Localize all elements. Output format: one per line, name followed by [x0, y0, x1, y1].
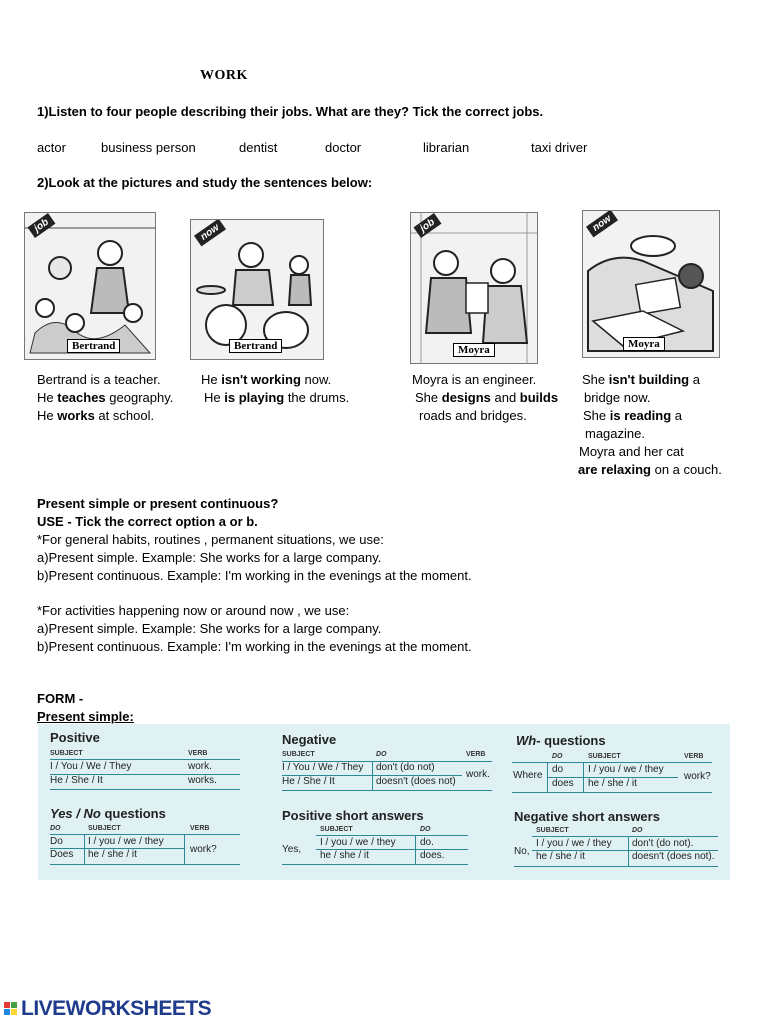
sentence: He isn't working now. [201, 372, 332, 387]
table-cell: I / You / We / They [282, 762, 364, 773]
bertrand-now-sentences [201, 371, 349, 407]
table-cell: don't (do not). [632, 838, 694, 849]
negative-title: Negative [282, 732, 337, 747]
sentence: He is playing the drums. [204, 390, 350, 405]
table-cell: work. [188, 761, 212, 772]
use-instruction: USE - Tick the correct option a or b. [37, 514, 258, 529]
bertrand-job-sentences [37, 371, 173, 425]
picture-tag: now [586, 210, 618, 237]
table-cell: I / you / we / they [588, 764, 664, 775]
table-cell: Does [50, 849, 74, 860]
job-option-taxi-driver[interactable]: taxi driver [531, 140, 588, 155]
col-header: VERB [188, 750, 208, 757]
sentence: She isn't building a [582, 372, 700, 387]
sentence: He works at school. [37, 408, 155, 423]
table-cell: don't (do not) [376, 762, 435, 773]
picture-name-label: Moyra [453, 343, 495, 357]
table-cell: do. [420, 837, 434, 848]
job-option-dentist[interactable]: dentist [239, 140, 278, 155]
table-cell: he / she / it [536, 851, 585, 862]
rule-1-option-b[interactable]: b)Present continuous. Example: I'm working in the evenings at the moment. [37, 568, 472, 583]
sentence: roads and bridges. [419, 408, 527, 423]
picture-tag: now [194, 219, 226, 246]
logo-mark-icon [4, 1002, 18, 1016]
job-option-business-person[interactable]: business person [101, 140, 196, 155]
sentence: bridge now. [584, 390, 651, 405]
table-cell: does. [420, 850, 445, 861]
rule-2: *For activities happening now or around now , we use: [37, 603, 350, 618]
col-header: DO [632, 827, 643, 834]
sentence: Moyra and her cat [579, 444, 684, 459]
col-header: SUBJECT [320, 826, 353, 833]
table-cell: works. [188, 775, 217, 786]
job-option-actor[interactable]: actor [37, 140, 66, 155]
table-cell: Yes, [282, 844, 302, 855]
yes-no-questions-title: Yes / No questions [50, 806, 166, 821]
sentence: Moyra is an engineer. [412, 372, 537, 387]
table-cell: he / she / it [88, 849, 137, 860]
logo-text: LIVEWORKSHEETS [21, 997, 212, 1020]
col-header: DO [552, 753, 563, 760]
col-header: VERB [466, 751, 486, 758]
picture-moyra-job [410, 212, 538, 364]
sentence: She designs and builds [415, 390, 559, 405]
table-cell: I / you / we / they [88, 836, 164, 847]
table-cell: does [552, 778, 574, 789]
rule-2-option-b[interactable]: b)Present continuous. Example: I'm working in the evenings at the moment. [37, 639, 472, 654]
picture-moyra-now [582, 210, 720, 358]
table-cell: he / she / it [320, 850, 369, 861]
positive-title: Positive [50, 730, 100, 745]
job-option-doctor[interactable]: doctor [325, 140, 362, 155]
present-simple-table [38, 724, 730, 880]
table-cell: Where [513, 770, 543, 781]
picture-name-label: Bertrand [67, 339, 120, 353]
table-cell: he / she / it [588, 778, 637, 789]
col-header: SUBJECT [588, 753, 621, 760]
col-header: SUBJECT [536, 827, 569, 834]
use-heading: Present simple or present continuous? [37, 496, 279, 511]
table-cell: I / You / We / They [50, 761, 132, 772]
col-header: DO [376, 751, 387, 758]
table-cell: No, [514, 846, 530, 857]
col-header: DO [50, 825, 61, 832]
table-cell: He / She / It [50, 775, 103, 786]
col-header: VERB [190, 825, 210, 832]
table-cell: doesn't (does not). [632, 851, 715, 862]
table-cell: do [552, 764, 564, 775]
sentence: He teaches geography. [37, 390, 174, 405]
question-2: 2)Look at the pictures and study the sentences below: [37, 175, 373, 190]
job-options [0, 140, 768, 158]
use-section [37, 495, 472, 656]
picture-bertrand-job [24, 212, 156, 360]
sentence: are relaxing on a couch. [578, 462, 722, 477]
liveworksheets-logo [4, 996, 211, 1022]
table-cell: work. [466, 769, 490, 780]
picture-tag: job [414, 213, 442, 238]
table-cell: work? [190, 844, 217, 855]
table-cell: I / you / we / they [320, 837, 396, 848]
page-title: WORK [200, 68, 248, 83]
picture-name-label: Moyra [623, 337, 665, 351]
engineer-illustration [411, 213, 537, 363]
form-heading: FORM - [37, 691, 84, 706]
wh-questions-title: Wh- questions [516, 733, 606, 748]
question-1: 1)Listen to four people describing their jobs. What are they? Tick the correct jobs. [37, 104, 544, 119]
picture-tag: job [28, 213, 56, 238]
teacher-illustration [25, 213, 155, 359]
sentence: magazine. [585, 426, 645, 441]
negative-short-answers-title: Negative short answers [514, 809, 660, 824]
table-cell: doesn't (does not) [376, 776, 456, 787]
moyra-job-sentences [412, 371, 558, 425]
job-option-librarian[interactable]: librarian [423, 140, 470, 155]
rule-1-option-a[interactable]: a)Present simple. Example: She works for a large company. [37, 550, 382, 565]
col-header: VERB [684, 753, 704, 760]
moyra-now-sentences [578, 371, 722, 479]
sentence: Bertrand is a teacher. [37, 372, 161, 387]
picture-name-label: Bertrand [229, 339, 282, 353]
picture-bertrand-now [190, 219, 324, 360]
form-subheading: Present simple: [37, 709, 134, 724]
positive-short-answers-title: Positive short answers [282, 808, 424, 823]
col-header: SUBJECT [88, 825, 121, 832]
sentence: She is reading a [583, 408, 683, 423]
col-header: DO [420, 826, 431, 833]
col-header: SUBJECT [50, 750, 83, 757]
table-cell: He / She / It [282, 776, 335, 787]
rule-1: *For general habits, routines , permanent situations, we use: [37, 532, 384, 547]
col-header: SUBJECT [282, 751, 315, 758]
rule-2-option-a[interactable]: a)Present simple. Example: She works for a large company. [37, 621, 382, 636]
table-cell: I / you / we / they [536, 838, 612, 849]
reading-illustration [583, 211, 719, 357]
table-cell: Do [50, 836, 63, 847]
table-cell: work? [684, 771, 711, 782]
